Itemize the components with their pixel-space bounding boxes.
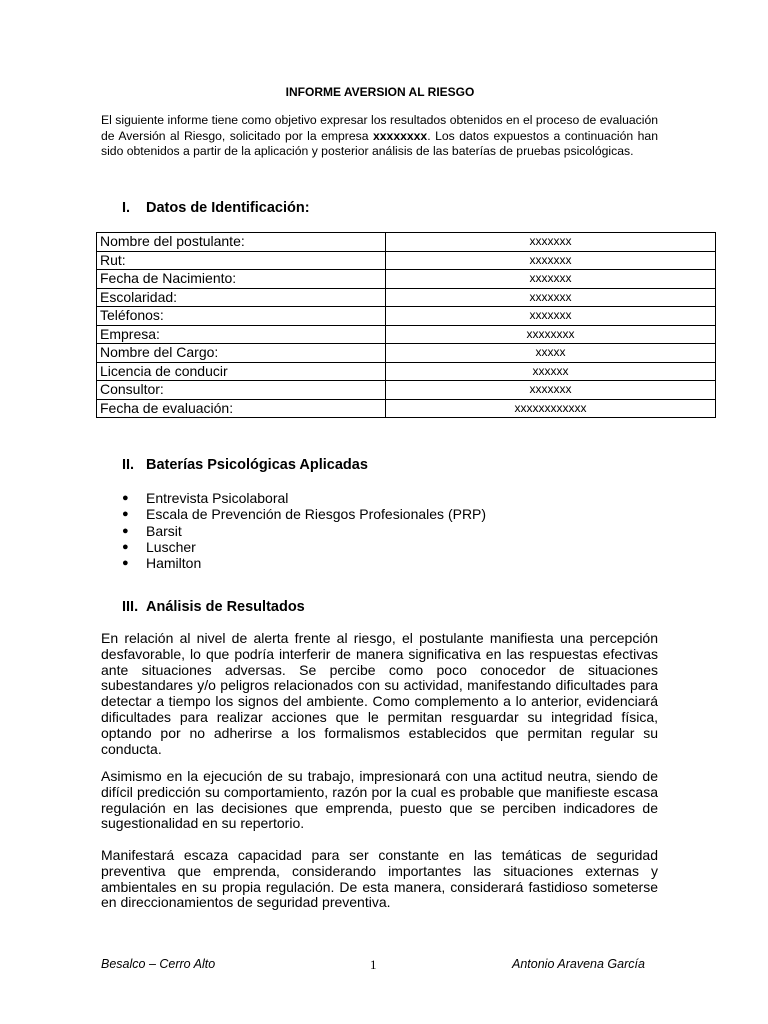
- row-label: Nombre del postulante:: [97, 233, 386, 252]
- row-value: xxxxxxx: [386, 288, 716, 307]
- section-heading-analisis: [122, 599, 305, 615]
- list-item-label: Escala de Prevención de Riesgos Profesionales (PRP): [146, 506, 487, 523]
- bullet-icon: ●: [122, 508, 129, 521]
- row-label: Fecha de Nacimiento:: [97, 270, 386, 289]
- footer-page-number: 1: [370, 957, 377, 972]
- row-value: xxxxxxx: [386, 233, 716, 252]
- table-row: [97, 288, 716, 307]
- row-value: xxxxxxxx: [386, 325, 716, 344]
- section-title: Baterías Psicológicas Aplicadas: [146, 457, 368, 473]
- intro-text-2: . Los datos expuestos a continuación han sido obtenidos a partir de la aplicación y posterior análisis de las baterías de pruebas psicológicas.: [101, 128, 658, 158]
- table-row: [97, 362, 716, 381]
- section-number: III.: [122, 599, 139, 615]
- table-row: [97, 233, 716, 252]
- row-value: xxxxxxx: [386, 381, 716, 400]
- intro-paragraph: [101, 113, 658, 160]
- list-item: [118, 555, 486, 571]
- row-value: xxxxxxx: [386, 307, 716, 326]
- list-item-label: Luscher: [146, 538, 196, 555]
- footer-right: Antonio Aravena García: [512, 957, 645, 971]
- list-item: [118, 523, 486, 539]
- identification-table: [96, 232, 716, 418]
- row-value: xxxxxxx: [386, 251, 716, 270]
- bullet-icon: ●: [122, 540, 129, 553]
- row-label: Fecha de evaluación:: [97, 399, 386, 418]
- row-label: Licencia de conducir: [97, 362, 386, 381]
- table-row: [97, 307, 716, 326]
- table-row: [97, 381, 716, 400]
- section-title: Datos de Identificación:: [146, 200, 310, 216]
- row-label: Empresa:: [97, 325, 386, 344]
- document-title: INFORME AVERSION AL RIESGO: [285, 85, 475, 99]
- row-label: Escolaridad:: [97, 288, 386, 307]
- bullet-icon: ●: [122, 492, 129, 504]
- row-value: xxxxx: [386, 344, 716, 363]
- section-number: I.: [122, 200, 131, 216]
- bullet-icon: ●: [122, 557, 129, 570]
- row-label: Nombre del Cargo:: [97, 344, 386, 363]
- list-item-label: Entrevista Psicolaboral: [146, 490, 289, 506]
- baterias-list: [118, 490, 486, 571]
- row-label: Teléfonos:: [97, 307, 386, 326]
- analysis-paragraph: En relación al nivel de alerta frente al riesgo, el postulante manifiesta una percepción desfavorable, lo que podría interferir de manera significativa en las respuestas efectivas ante situaciones adversas. Se percibe como poco conocedor de situaciones subestandares y/o peligros relacionados con su actividad, manifestando dificultades para detectar a tiempo los signos del ambiente. Como complemento a lo anterior, evidenciará dificultades para realizar acciones que le permitan resguardar su integridad física, optando por no adherirse a los formalismos establecidos que permitan regular su conducta.: [101, 630, 658, 757]
- table-row: [97, 399, 716, 418]
- section-title: Análisis de Resultados: [146, 599, 305, 615]
- list-item-label: Barsit: [146, 522, 182, 539]
- list-item: [118, 506, 486, 522]
- footer-left: Besalco – Cerro Alto: [101, 957, 216, 971]
- analysis-paragraph: Manifestará escaza capacidad para ser constante en las temáticas de seguridad preventiva que emprenda, considerando importantes las situaciones externas y ambientales en su propia regulación. De esta manera, considerará fastidioso someterse en direccionamientos de seguridad preventiva.: [101, 847, 658, 911]
- section-number: II.: [122, 457, 135, 473]
- section-heading-baterias: [122, 457, 368, 473]
- intro-company: xxxxxxxx: [372, 128, 428, 143]
- section-heading-identificacion: [122, 200, 310, 216]
- bullet-icon: ●: [122, 524, 129, 537]
- row-label: Rut:: [97, 251, 386, 270]
- row-value: xxxxxx: [386, 362, 716, 381]
- list-item-label: Hamilton: [146, 555, 202, 572]
- intro-text-1: El siguiente informe tiene como objetivo expresar los resultados obtenidos en el proceso de evaluación de Aversión al Riesgo, solicitado por la empresa: [101, 113, 658, 143]
- table-row: [97, 325, 716, 344]
- analysis-paragraph: Asimismo en la ejecución de su trabajo, impresionará con una actitud neutra, siendo de difícil predicción su comportamiento, razón por la cual es probable que manifieste escasa regulación en las decisiones que emprenda, puesto que se perciben indicadores de sugestionalidad en su repertorio.: [101, 768, 658, 832]
- list-item: [118, 490, 486, 506]
- row-value: xxxxxxxxxxxx: [386, 399, 716, 418]
- row-value: xxxxxxx: [386, 270, 716, 289]
- table-row: [97, 251, 716, 270]
- table-row: [97, 270, 716, 289]
- table-row: [97, 344, 716, 363]
- row-label: Consultor:: [97, 381, 386, 400]
- list-item: [118, 539, 486, 555]
